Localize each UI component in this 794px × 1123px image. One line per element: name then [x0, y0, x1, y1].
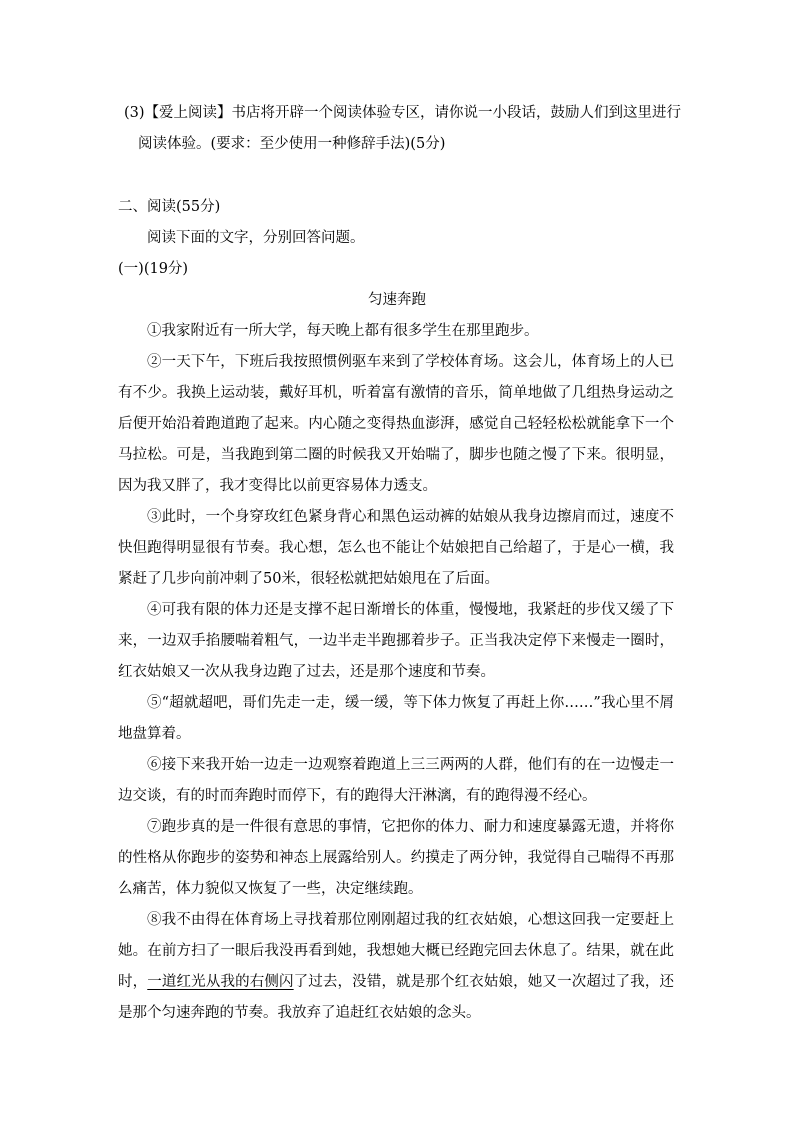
- article-paragraph-7: ⑦跑步真的是一件很有意思的事情，它把你的体力、耐力和速度暴露无遗，并将你的性格从你跑步的姿势和神态上展露给别人。约摸走了两分钟，我觉得自己喘得不再那么痛苦，体力貌似又恢复了一些，决定继续跑。: [118, 819, 674, 897]
- article-paragraph-2: ②一天下午，下班后我按照惯例驱车来到了学校体育场。这会儿，体育场上的人已有不少。我换上运动装，戴好耳机，听着富有激情的音乐，简单地做了几组热身运动之后便开始沿着跑道跑了起来。内心随之变得热血澎湃，感觉自己轻轻松松就能拿下一个马拉松。可是，当我跑到第二圈的时候我又开始喘了，脚步也随之慢了下来。很明显，因为我又胖了，我才变得比以前更容易体力透支。: [118, 354, 674, 494]
- paragraph-8-underlined-text: 一道红光从我的右侧闪: [147, 974, 294, 990]
- question-3-line-1: (3)【爱上阅读】书店将开辟一个阅读体验专区，请你说一小段话，鼓励人们到这里进行: [124, 105, 682, 121]
- article-paragraph-5: ⑤“超就超吧，哥们先走一走，缓一缓，等下体力恢复了再赶上你……”我心里不屑地盘算着。: [118, 695, 674, 742]
- paragraph-8-text-after: 了过去，没错，就是那个红衣姑娘，她又一次超过了我，还是那个匀速奔跑的节奏。我放弃了追赶红衣姑娘的念头。: [118, 974, 675, 1021]
- article-paragraph-4: ④可我有限的体力还是支撑不起日渐增长的体重，慢慢地，我紧赶的步伐又缓了下来，一边双手掐腰喘着粗气，一边半走半跑挪着步子。正当我决定停下来慢走一圈时，红衣姑娘又一次从我身边跑了过去，还是那个速度和节奏。: [118, 602, 674, 680]
- article-paragraph-6: ⑥接下来我开始一边走一边观察着跑道上三三两两的人群，他们有的在一边慢走一边交谈，有的时而奔跑时而停下，有的跑得大汗淋漓，有的跑得漫不经心。: [118, 757, 674, 804]
- reading-instruction: 阅读下面的文字，分别回答问题。: [147, 230, 365, 246]
- article-paragraph-1: ①我家附近有一所大学，每天晚上都有很多学生在那里跑步。: [147, 323, 539, 339]
- part-1-label: (一)(19分): [118, 261, 189, 277]
- article-paragraph-3: ③此时，一个身穿玫红色紧身背心和黑色运动裤的姑娘从我身边擦肩而过，速度不快但跑得明显很有节奏。我心想，怎么也不能让个姑娘把自己给超了，于是心一横，我紧赶了几步向前冲刺了50米，很轻松就把姑娘甩在了后面。: [118, 509, 674, 587]
- question-3-line-2: 阅读体验。(要求：至少使用一种修辞手法)(5分): [138, 136, 446, 152]
- article-paragraph-8: [118, 905, 674, 1029]
- paragraph-8-text-before: ⑧我不由得在体育场上寻找着那位刚刚超过我的红衣姑娘，心想这回我一定要赶上她。在前方扫了一眼后我没再看到她，我想她大概已经跑完回去休息了。结果，就在此时，: [118, 912, 674, 990]
- section-2-heading: 二、阅读(55分): [118, 199, 221, 215]
- article-title: 匀速奔跑: [368, 292, 426, 308]
